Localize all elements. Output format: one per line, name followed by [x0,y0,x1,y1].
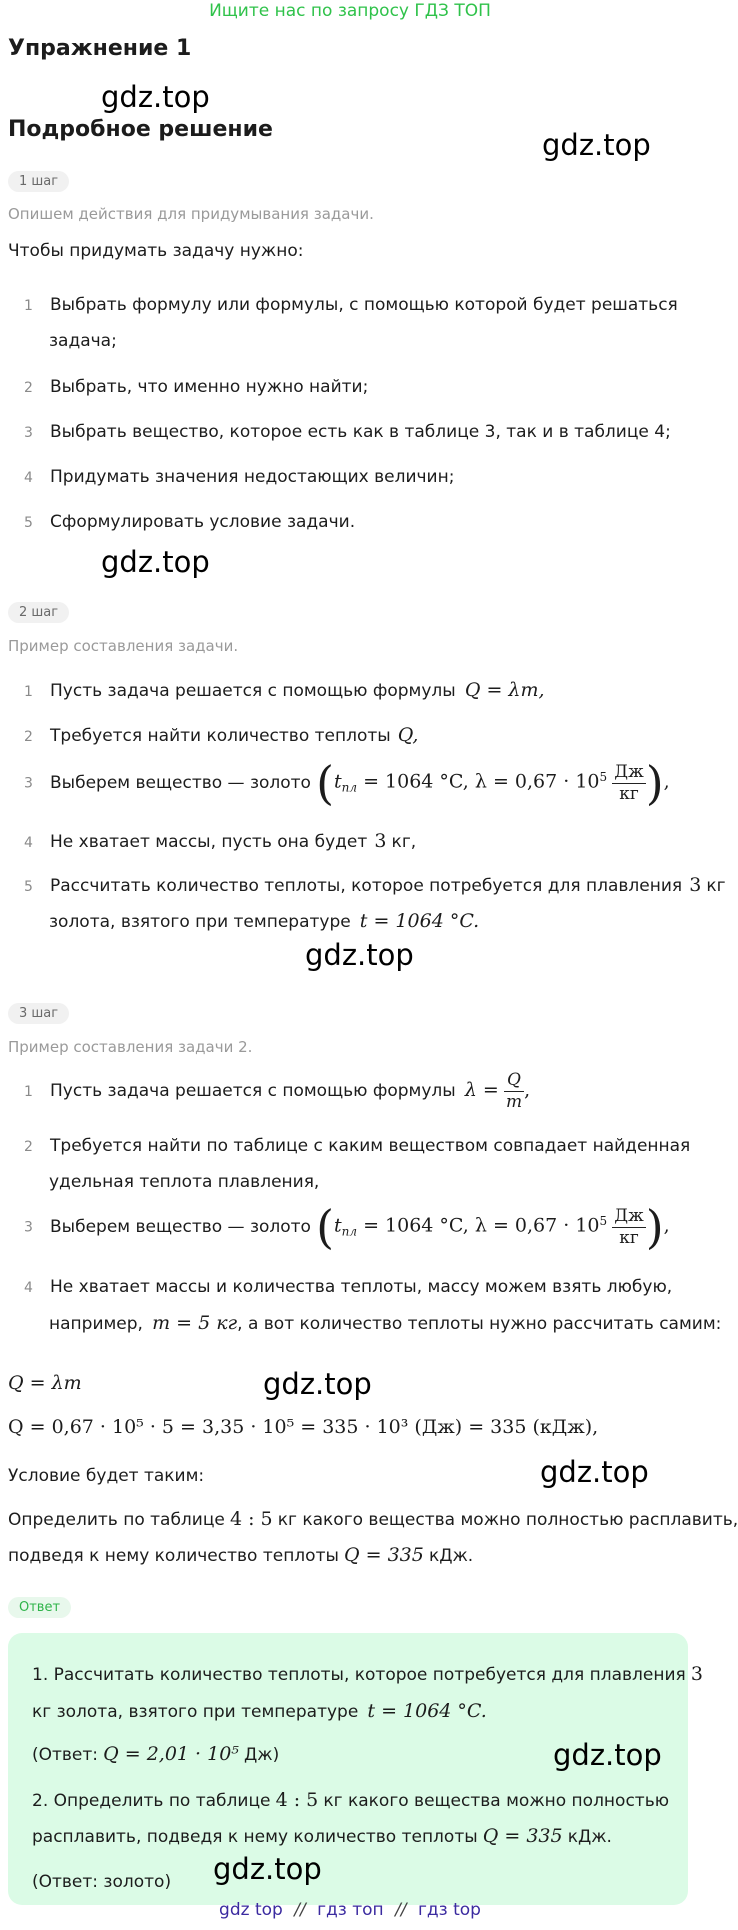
item-text: Пусть задача решается с помощью формулы [50,1081,456,1101]
formula: λ = [464,1079,499,1101]
formula: 3 [689,874,702,896]
item-text: Определить по таблице [8,1510,225,1530]
list-item [24,1274,672,1300]
list-item [24,292,678,318]
fraction-numerator: Q [504,1070,524,1092]
solution-heading: Подробное решение [8,117,273,142]
item-text: подведя к нему количество теплоты [8,1546,339,1566]
answer-line [32,1788,669,1814]
item-number: 5 [24,515,33,531]
item-text: Требуется найти количество теплоты [50,726,391,746]
item-text: Выбрать, что именно нужно найти; [50,377,369,397]
item-text-cont [49,909,479,935]
list-item [24,464,454,490]
item-text: Рассчитать количество теплоты, которое потребуется для плавления [50,876,683,896]
formula: 3 [690,1663,703,1685]
formula: Q = λm, [464,679,545,701]
item-text: (Ответ: [32,1745,99,1765]
answer-line [32,1699,487,1725]
formula: Q = 335 [344,1544,424,1566]
item-text: кг [706,876,726,896]
fraction-denominator: кг [619,783,639,804]
item-text: например, [49,1314,143,1334]
formula: 4 : 5 [275,1789,319,1811]
paren-close: ) [645,756,664,810]
footer-links [0,1900,700,1920]
formula: t = 1064 °C. [367,1700,487,1722]
footer-separator: // [294,1900,306,1920]
item-text: 1. Рассчитать количество теплоты, которое потребуется для плавления [32,1665,686,1685]
formula: 3 [374,830,387,852]
item-text-cont [49,1311,721,1337]
step-intro: Чтобы придумать задачу нужно: [8,241,304,261]
item-text: Сформулировать условие задачи. [50,512,356,532]
fraction-numerator: Дж [614,761,644,782]
list-item [24,374,368,400]
item-text: Дж) [244,1745,280,1765]
answer-line [32,1662,703,1688]
item-text: кг, [391,832,417,852]
item-number: 4 [24,470,33,486]
paren-open: ( [316,1200,335,1254]
item-number: 3 [24,425,33,441]
list-item [24,723,418,749]
item-number: 3 [24,775,33,792]
formula: Q = 335 [482,1825,563,1847]
item-number: 4 [24,835,33,851]
formula-tail: , [663,1214,670,1237]
step-description: Опишем действия для придумывания задачи. [8,205,374,223]
item-number: 1 [24,298,33,314]
item-number: 1 [24,1084,33,1100]
item-number: 2 [24,1139,33,1155]
item-text: кДж. [428,1546,474,1566]
watermark: gdz.top [305,938,414,972]
list-item [24,1200,670,1254]
page-title: Упражнение 1 [8,36,192,61]
fraction-numerator: Дж [614,1205,644,1226]
item-text: Требуется найти по таблице с каким веществом совпадает найденная [50,1136,691,1156]
item-text: Придумать значения недостающих величин; [50,467,455,487]
fraction [612,1206,645,1249]
step-chip-3: 3 шаг [8,1003,69,1024]
step-description: Пример составления задачи. [8,637,239,655]
list-item [24,1133,690,1159]
condition-text [8,1543,473,1569]
list-item [24,678,545,704]
formula: t [334,770,342,793]
fraction-denominator: m [505,1092,523,1112]
answer-response: (Ответ: золото) [32,1872,172,1892]
watermark: gdz.top [263,1367,372,1401]
item-text: расплавить, подведя к нему количество теплоты [32,1827,478,1847]
footer-link-3[interactable]: гдз top [417,1900,481,1920]
watermark: gdz.top [213,1852,322,1886]
footer-link-1[interactable]: gdz top [219,1900,283,1920]
item-number: 3 [24,1219,33,1236]
item-number: 1 [24,684,33,700]
item-text: кг золота, взятого при температуре [32,1702,359,1722]
condition-label: Условие будет таким: [8,1466,205,1486]
item-text: Выберем вещество — золото [50,772,311,793]
item-number: 5 [24,879,33,895]
paren-open: ( [316,756,335,810]
formula: m = 5 кг [152,1312,238,1334]
step-chip-2: 2 шаг [8,602,69,623]
watermark: gdz.top [101,545,210,579]
formula-tail: , [524,1079,531,1101]
item-number: 4 [24,1280,33,1296]
formula-sub: пл [341,1224,358,1239]
top-banner[interactable]: Ищите нас по запросу ГДЗ ТОП [209,1,491,21]
fraction [612,762,645,805]
step-description: Пример составления задачи 2. [8,1038,253,1056]
formula: 4 : 5 [229,1508,273,1530]
list-item [24,1070,530,1113]
formula: Q, [397,724,419,746]
item-text: кДж. [567,1827,612,1847]
step-chip-1: 1 шаг [8,171,69,192]
paren-close: ) [645,1200,664,1254]
item-text: 2. Определить по таблице [32,1791,271,1811]
fraction [504,1070,524,1113]
watermark: gdz.top [553,1738,662,1772]
watermark: gdz.top [542,128,651,162]
item-text: Выбрать формулу или формулы, с помощью которой будет решаться [50,295,678,315]
formula: = 1064 °C, λ = 0,67 · 10 [357,770,600,793]
watermark: gdz.top [101,80,210,114]
item-text: Пусть задача решается с помощью формулы [50,681,456,701]
formula-sub: пл [341,780,358,795]
item-number: 2 [24,729,33,745]
item-text-cont: удельная теплота плавления, [49,1172,320,1192]
list-item [24,873,726,899]
answer-line [32,1824,612,1850]
item-text: Не хватает массы и количества теплоты, массу можем взять любую, [50,1277,673,1297]
formula: t = 1064 °C. [359,910,480,932]
footer-separator: // [395,1900,407,1920]
item-number: 2 [24,380,33,396]
formula-sup: 5 [599,1214,608,1229]
answer-response [32,1742,279,1768]
formula: = 1064 °C, λ = 0,67 · 10 [357,1214,600,1237]
equation: Q = λm [8,1372,82,1394]
fraction-denominator: кг [619,1227,639,1248]
item-text: Выберем вещество — золото [50,1216,311,1237]
item-text-cont: задача; [49,331,117,351]
item-text: кг какого вещества можно полностью расплавить, [277,1510,738,1530]
item-text: кг какого вещества можно полностью [323,1791,670,1811]
formula: t [334,1214,342,1237]
equation: Q = 0,67 · 10⁵ · 5 = 3,35 · 10⁵ = 335 · 10³ (Дж) = 335 (кДж), [8,1416,599,1438]
formula-tail: , [663,770,670,793]
footer-link-2[interactable]: гдз топ [317,1900,384,1920]
watermark: gdz.top [540,1455,649,1489]
condition-text [8,1507,738,1533]
item-text: Не хватает массы, пусть она будет [50,832,368,852]
list-item [24,509,355,535]
formula: Q = 2,01 · 10⁵ [103,1743,239,1765]
list-item [24,829,416,855]
item-text: Выбрать вещество, которое есть как в таблице 3, так и в таблице 4; [50,422,671,442]
formula-sup: 5 [599,770,608,785]
item-text: золота, взятого при температуре [49,912,351,932]
answer-chip: Ответ [8,1597,71,1618]
list-item [24,419,671,445]
item-text: , а вот количество теплоты нужно рассчитать самим: [237,1314,722,1334]
list-item [24,756,670,810]
